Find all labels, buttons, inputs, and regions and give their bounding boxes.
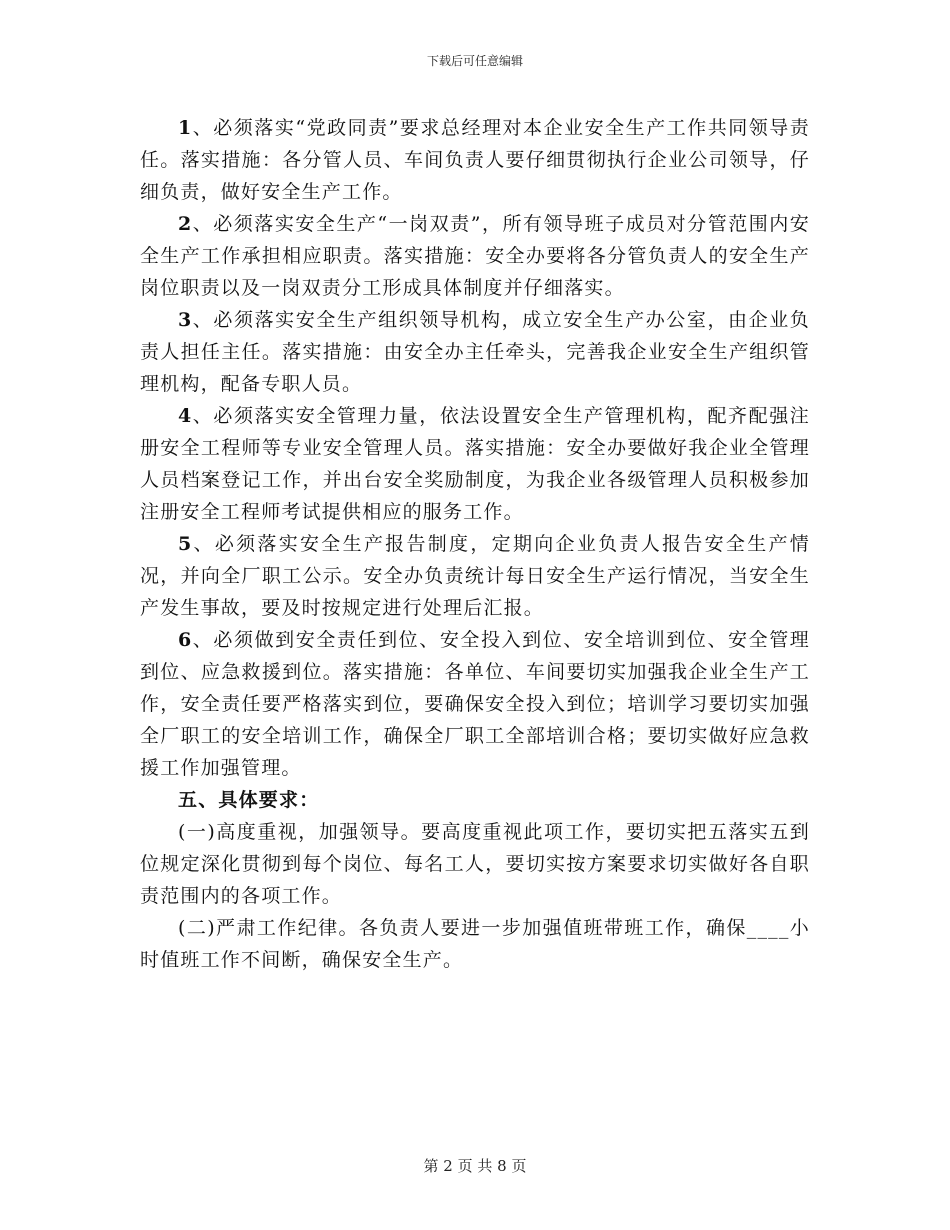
list-item-4 [140, 400, 810, 528]
item-text: 、必须落实安全生产报告制度，定期向企业负责人报告安全生产情况，并向全厂职工公示。安全办负责统计每日安全生产运行情况，当安全生产发生事故，要及时按规定进行处理后汇报。 [140, 533, 810, 619]
item-number: 4 [178, 405, 193, 427]
item-number: 3 [178, 309, 193, 331]
section-paragraph-1: (一)高度重视，加强领导。要高度重视此项工作，要切实把五落实五到位规定深化贯彻到每个岗位、每名工人，要切实按方案要求切实做好各自职责范围内的各项工作。 [140, 821, 810, 907]
item-text: 、必须落实“党政同责”要求总经理对本企业安全生产工作共同领导责任。落实措施：各分管人员、车间负责人要仔细贯彻执行企业公司领导，仔细负责，做好安全生产工作。 [140, 117, 810, 203]
list-item-1 [140, 112, 810, 208]
item-number: 6 [178, 629, 193, 651]
page-footer: 第 2 页 共 8 页 [423, 1157, 527, 1175]
item-text: 、必须落实安全生产组织领导机构，成立安全生产办公室，由企业负责人担任主任。落实措施：由安全办主任牵头，完善我企业安全生产组织管理机构，配备专职人员。 [140, 309, 810, 395]
list-item-6 [140, 624, 810, 784]
item-number: 2 [178, 213, 193, 235]
item-number: 5 [178, 533, 193, 555]
item-text: 、必须落实安全生产“一岗双责”，所有领导班子成员对分管范围内安全生产工作承担相应职责。落实措施：安全办要将各分管负责人的安全生产岗位职责以及一岗双责分工形成具体制度并仔细落实。 [140, 213, 810, 299]
list-item-5 [140, 528, 810, 624]
list-item-3 [140, 304, 810, 400]
section-paragraph-2: (二)严肃工作纪律。各负责人要进一步加强值班带班工作，确保____小时值班工作不间断，确保安全生产。 [140, 917, 810, 971]
document-body [140, 112, 810, 976]
item-text: 、必须做到安全责任到位、安全投入到位、安全培训到位、安全管理到位、应急救援到位。落实措施：各单位、车间要切实加强我企业全生产工作，安全责任要严格落实到位，要确保安全投入到位；培训学习要切实加强全厂职工的安全培训工作，确保全厂职工全部培训合格；要切实做好应急救援工作加强管理。 [140, 629, 810, 779]
item-text: 、必须落实安全管理力量，依法设置安全生产管理机构，配齐配强注册安全工程师等专业安全管理人员。落实措施：安全办要做好我企业全管理人员档案登记工作，并出台安全奖励制度，为我企业各级管理人员积极参加注册安全工程师考试提供相应的服务工作。 [140, 405, 810, 523]
section-heading: 五、具体要求： [178, 789, 320, 811]
item-number: 1 [178, 117, 193, 139]
list-item-2 [140, 208, 810, 304]
page-header: 下载后可任意编辑 [426, 54, 523, 68]
